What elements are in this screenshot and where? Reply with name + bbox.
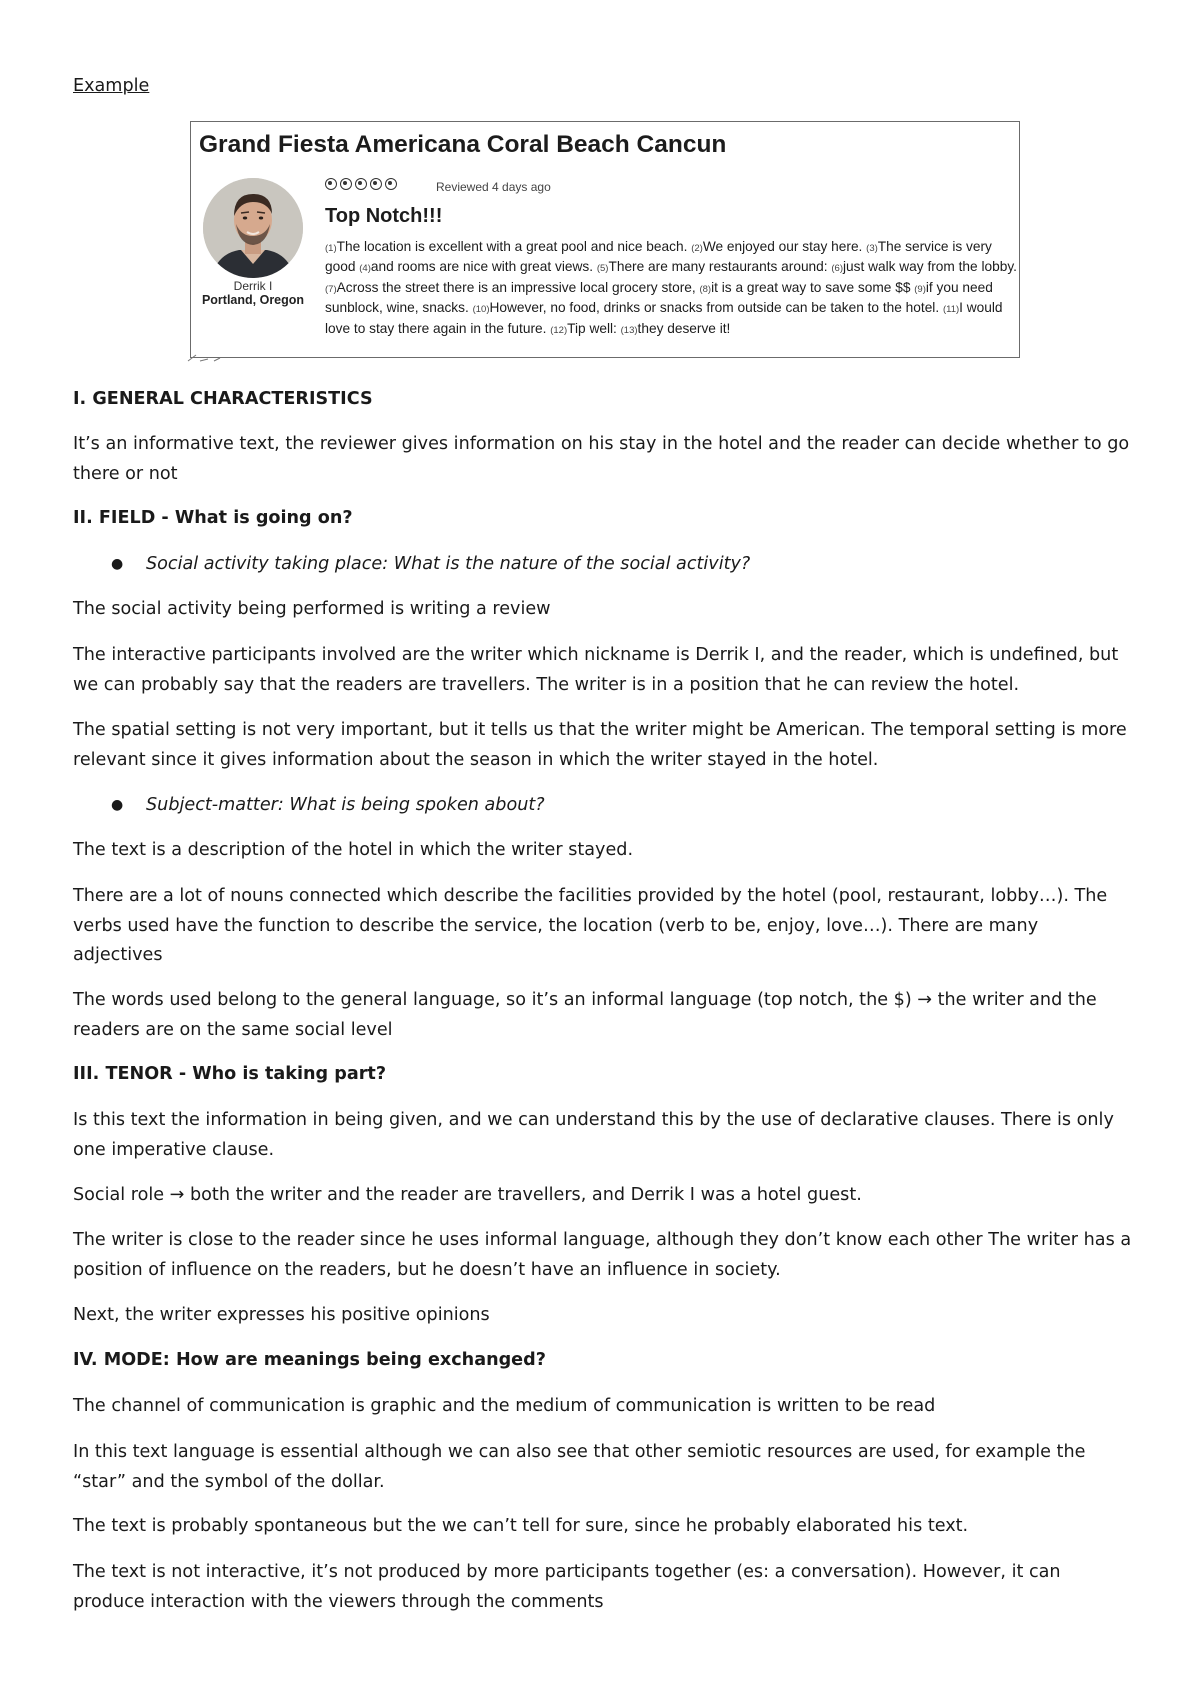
sentence-number: (5) bbox=[596, 263, 609, 275]
sentence-number: (6) bbox=[831, 263, 844, 275]
paragraph: There are a lot of nouns connected which describe the facilities provided by the hotel (pool, restaurant, lobby…). The verbs used have the function to describe the service, the location (verb to be, enjoy, love…). There are many adjectives bbox=[73, 886, 1108, 965]
sentence-text: The service is very good bbox=[325, 239, 992, 275]
paragraph: Social role → both the writer and the reader are travellers, and Derrik I was a hotel guest. bbox=[73, 1185, 862, 1205]
rating-bubble-icon bbox=[355, 178, 367, 190]
paragraph: The words used belong to the general language, so it’s an informal language (top notch, the $) → the writer and the readers are on the same social level bbox=[73, 990, 1097, 1040]
rating-bubble-icon bbox=[340, 178, 352, 190]
paragraph: The text is not interactive, it’s not produced by more participants together (es: a conversation). However, it can produce interaction with the viewers through the comments bbox=[73, 1562, 1061, 1612]
sentence-text: Across the street there is an impressive local grocery store, bbox=[336, 279, 700, 295]
paragraph: The text is probably spontaneous but the we can’t tell for sure, since he probably elaborated his text. bbox=[73, 1516, 969, 1536]
sentence-text: I would love to stay there again in the future. bbox=[325, 300, 1003, 336]
sentence-text: We enjoyed our stay here. bbox=[702, 239, 867, 254]
paragraph: Next, the writer expresses his positive opinions bbox=[73, 1305, 490, 1325]
bullet-text: Social activity taking place: What is the nature of the social activity? bbox=[146, 554, 751, 574]
bullet-icon: ● bbox=[111, 797, 124, 813]
sentence-text: There are many restaurants around: bbox=[608, 259, 832, 275]
sentence-number: (10) bbox=[472, 304, 490, 316]
review-title: Top Notch!!! bbox=[325, 205, 443, 227]
sentence-text: Tip well: bbox=[567, 320, 621, 336]
section-heading-general: I. GENERAL CHARACTERISTICS bbox=[73, 389, 373, 409]
paragraph: The spatial setting is not very important, but it tells us that the writer might be American. The temporal setting is more relevant since it gives information about the season in which the writer stayed in the hotel. bbox=[73, 720, 1127, 770]
paragraph: The interactive participants involved are the writer which nickname is Derrik I, and the reader, which is undefined, but we can probably say that the readers are travellers. The writer is in a position that he can review the hotel. bbox=[73, 645, 1119, 695]
reviewer-location: Portland, Oregon bbox=[201, 293, 305, 307]
sentence-number: (2) bbox=[691, 243, 703, 254]
sentence-number: (1) bbox=[325, 243, 337, 254]
rating-bubble-icon bbox=[385, 178, 397, 190]
sentence-number: (9) bbox=[914, 283, 926, 295]
paragraph: The social activity being performed is writing a review bbox=[73, 599, 551, 619]
section-heading-tenor: III. TENOR - Who is taking part? bbox=[73, 1064, 387, 1084]
image-handle-icon bbox=[186, 353, 236, 363]
sentence-text: just walk way from the lobby. bbox=[843, 259, 1017, 275]
rating-bubbles bbox=[325, 178, 397, 190]
sentence-number: (8) bbox=[699, 283, 712, 295]
review-body bbox=[325, 238, 1017, 340]
reviewer-avatar bbox=[203, 178, 303, 278]
section-heading-field: II. FIELD - What is going on? bbox=[73, 508, 353, 528]
sentence-text: they deserve it! bbox=[637, 320, 731, 336]
sentence-number: (7) bbox=[325, 283, 337, 295]
sentence-number: (13) bbox=[620, 324, 638, 336]
example-label: Example bbox=[73, 76, 150, 96]
hotel-name: Grand Fiesta Americana Coral Beach Cancun bbox=[199, 131, 727, 158]
sentence-text: it is a great way to save some $$ bbox=[711, 279, 915, 295]
sentence-number: (3) bbox=[866, 243, 878, 254]
bullet-text: Subject-matter: What is being spoken about? bbox=[146, 795, 545, 815]
review-date: Reviewed 4 days ago bbox=[436, 180, 551, 194]
paragraph: In this text language is essential although we can also see that other semiotic resources are used, for example the “star” and the symbol of the dollar. bbox=[73, 1442, 1086, 1492]
review-card bbox=[190, 121, 1020, 358]
sentence-number: (11) bbox=[942, 304, 960, 316]
reviewer-name: Derrik I bbox=[233, 279, 273, 293]
paragraph: The text is a description of the hotel in which the writer stayed. bbox=[73, 840, 634, 860]
sentence-text: if you need sunblock, wine, snacks. bbox=[325, 279, 993, 316]
sentence-number: (4) bbox=[359, 263, 371, 275]
bullet-icon: ● bbox=[111, 556, 124, 572]
sentence-number: (12) bbox=[550, 324, 568, 336]
paragraph: Is this text the information in being given, and we can understand this by the use of declarative clauses. There is only one imperative clause. bbox=[73, 1110, 1114, 1160]
avatar-photo bbox=[203, 178, 303, 278]
section-heading-mode: IV. MODE: How are meanings being exchanged? bbox=[73, 1350, 546, 1370]
rating-bubble-icon bbox=[325, 178, 337, 190]
sentence-text: However, no food, drinks or snacks from outside can be taken to the hotel. bbox=[489, 300, 943, 316]
paragraph: It’s an informative text, the reviewer gives information on his stay in the hotel and the reader can decide whether to go there or not bbox=[73, 434, 1130, 484]
paragraph: The channel of communication is graphic and the medium of communication is written to be read bbox=[73, 1396, 936, 1416]
sentence-text: and rooms are nice with great views. bbox=[370, 259, 597, 275]
rating-bubble-icon bbox=[370, 178, 382, 190]
paragraph: The writer is close to the reader since he uses informal language, although they don’t know each other The writer has a position of influence on the readers, but he doesn’t have an influence in society. bbox=[73, 1230, 1132, 1280]
sentence-text: The location is excellent with a great pool and nice beach. bbox=[336, 239, 692, 254]
